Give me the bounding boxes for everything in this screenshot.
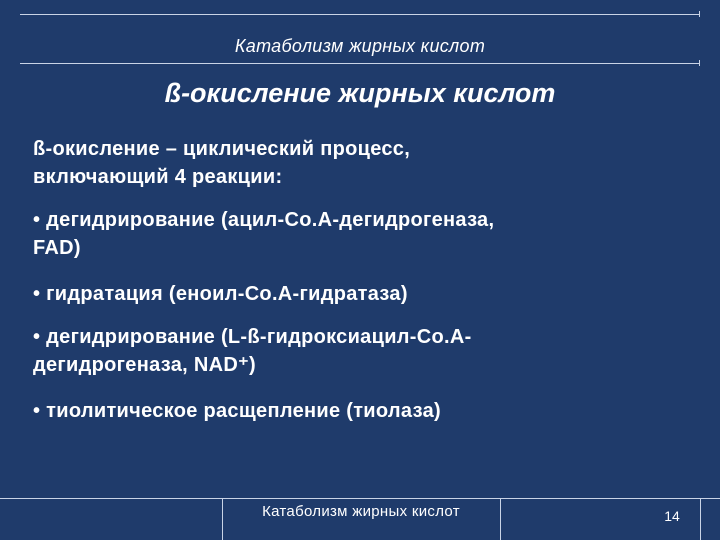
footer-divider-right [500,498,501,540]
header-rule [20,63,700,64]
bullet-dehydrogenation-1-line-1: • дегидрирование (ацил-Co.A-дегидрогеназа, [33,209,495,231]
bullet-thiolysis: • тиолитическое расщепление (тиолаза) [33,400,441,422]
bullet-dehydrogenation-1-line-2: FAD) [33,237,81,259]
footer-right-edge [700,498,701,540]
header-title: Катаболизм жирных кислот [234,36,486,56]
bullet-hydration: • гидратация (еноил-Co.A-гидратаза) [33,283,408,305]
header-rule-tick [699,60,700,66]
page-number: 14 [664,508,680,524]
slide-heading: ß-окисление жирных кислот [164,78,556,108]
footer-title: Катаболизм жирных кислот [262,503,460,520]
top-rule-tick [699,11,700,17]
bullet-dehydrogenation-2-line-1: • дегидрирование (L-ß-гидроксиацил-Co.A- [33,326,472,348]
bullet-dehydrogenation-2-line-2: дегидрогеназа, NAD⁺) [33,354,256,376]
footer-rule [0,498,720,499]
intro-line-2: включающий 4 реакции: [33,166,283,188]
intro-line-1: ß-окисление – циклический процесс, [33,138,411,160]
top-rule [20,14,700,15]
